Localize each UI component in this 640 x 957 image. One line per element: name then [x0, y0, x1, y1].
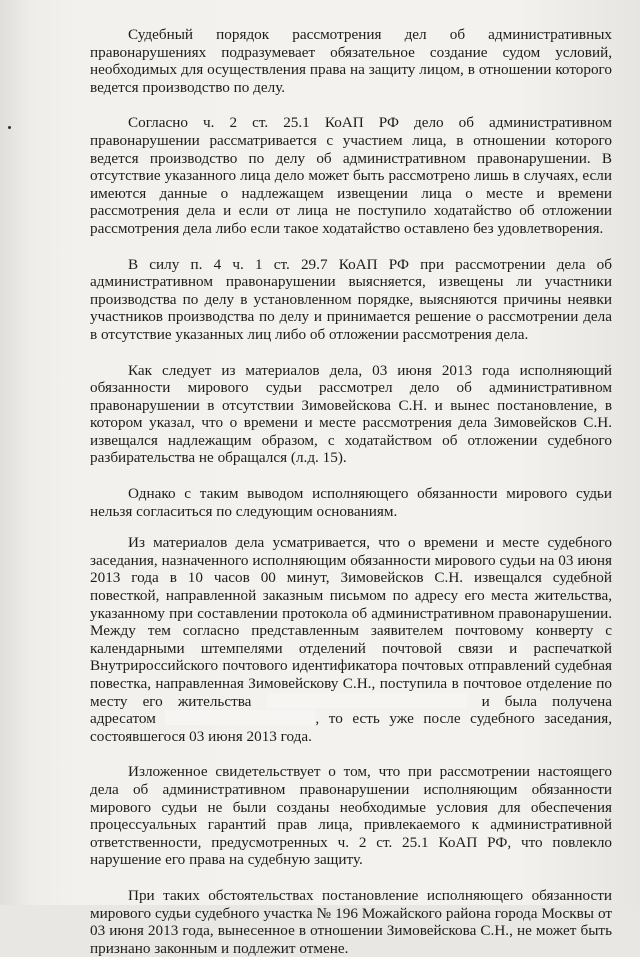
margin-mark [8, 126, 11, 129]
paragraph-6 [90, 534, 612, 745]
paragraph-6-part-2: и была получена адресатом [90, 692, 613, 728]
paragraph-1: Судебный порядок рассмотрения дел об административных правонарушениях подразумевает обязательное создание судом условий, необходимых для осуществления права на защиту лицом, в отношении которого ведется производство по делу. [90, 26, 612, 96]
page-edge-shadow [0, 0, 30, 905]
paragraph-6-part-1: Из материалов дела усматривается, что о времени и месте судебного заседания, назначенного исполняющим обязанности мирового судьи на 03 июня 2013 года в 10 часов 00 минут, Зимовейсков С.Н. извещался судебной повесткой, направленной заказным письмом по адресу его места жительства, указанному при составлении протокола об административном правонарушении. Между тем согласно представленным заявителем почтовому конверту с календарными штемпелями отделений почтовой связи и распечаткой Внутрироссийского почтового идентификатора почтовых отправлений судебная повестка, направленная Зимовейскову С.Н., поступила в почтовое отделение по месту его жительства [90, 534, 612, 710]
paragraph-5: Однако с таким выводом исполняющего обязанности мирового судьи нельзя согласиться по следующим основаниям. [90, 485, 612, 520]
redacted-date-2 [165, 710, 315, 725]
paragraph-3: В силу п. 4 ч. 1 ст. 29.7 КоАП РФ при рассмотрении дела об административном правонарушении выясняется, извещены ли участники производства по делу в установленном порядке, выясняются причины неявки участников производства по делу и принимается решение о рассмотрении дела в отсутствие указанных лиц либо об отложении рассмотрения дела. [90, 255, 612, 343]
paragraph-6-part-3: , то есть уже после судебного заседания, состоявшегося 03 июня 2013 года. [90, 710, 613, 745]
paragraph-7: Изложенное свидетельствует о том, что при рассмотрении настоящего дела об административном правонарушении исполняющим обязанности мирового судьи не были созданы необходимые условия для обеспечения процессуальных гарантий прав лица, привлекаемого к административной ответственности, предусмотренных ч. 2 ст. 25.1 КоАП РФ, что повлекло нарушение его права на судебную защиту. [90, 763, 612, 869]
redacted-date-1 [267, 693, 467, 708]
paragraph-2: Согласно ч. 2 ст. 25.1 КоАП РФ дело об административном правонарушении рассматривается с участием лица, в отношении которого ведется производство по делу об административном правонарушении. В отсутствие указанного лица дело может быть рассмотрено лишь в случаях, если имеются данные о надлежащем извещении лица о месте и времени рассмотрения дела и если от лица не поступило ходатайство об отложении рассмотрения дела либо если такое ходатайство оставлено без удовлетворения. [90, 114, 612, 237]
paragraph-4: Как следует из материалов дела, 03 июня 2013 года исполняющий обязанности мирового судьи рассмотрел дело об административном правонарушении в отсутствии Зимовейскова С.Н. и вынес постановление, в котором указал, что о времени и месте рассмотрения дела Зимовейсков С.Н. извещался надлежащим образом, с ходатайством об отложении судебного разбирательства не обращался (л.д. 15). [90, 361, 612, 467]
paragraph-8: При таких обстоятельствах постановление исполняющего обязанности мирового судьи судебного участка № 196 Можайского района города Москвы от 03 июня 2013 года, вынесенное в отношении Зимовейскова С.Н., не может быть признано законным и подлежит отмене. [90, 886, 612, 957]
